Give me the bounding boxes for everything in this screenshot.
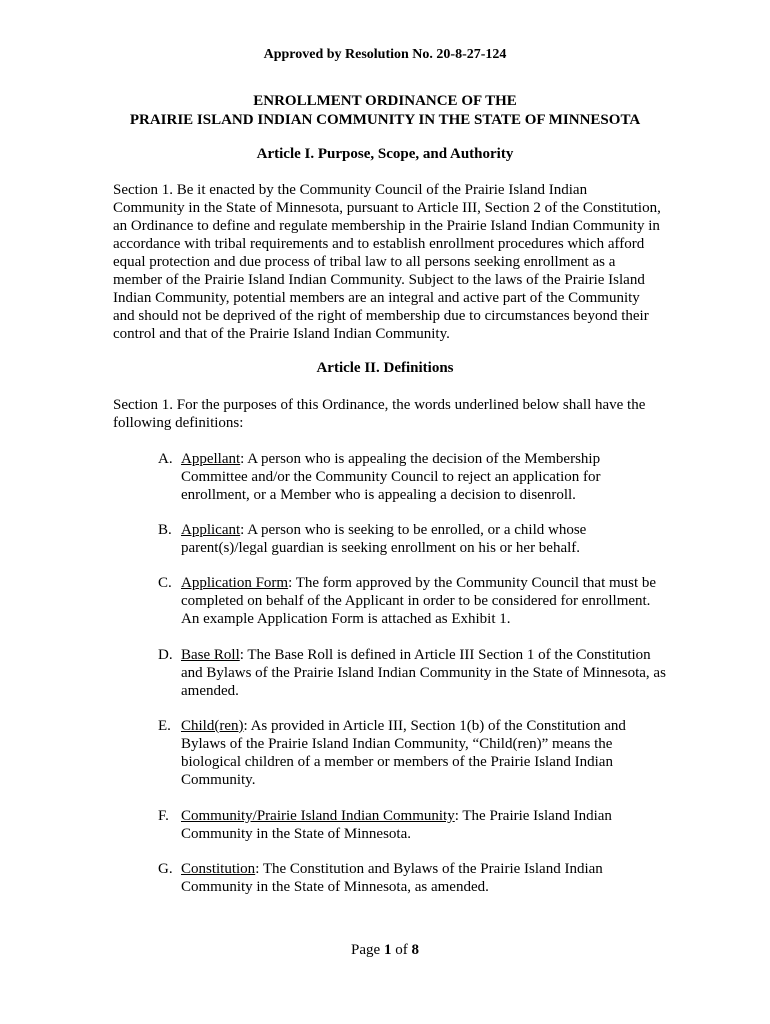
page-current: 1 — [383, 942, 392, 958]
definition-term: Base Roll — [181, 647, 240, 663]
definition-text: : A person who is seeking to be enrolled, or a child whose parent(s)/legal guardian is seeking enrollment on his or her behalf. — [181, 522, 587, 556]
article-2-heading: Article II. Definitions — [316, 360, 454, 376]
definition-constitution — [158, 860, 668, 896]
definition-letter: E. — [158, 718, 171, 734]
definition-base-roll — [158, 646, 668, 700]
definition-letter: C. — [158, 575, 172, 591]
page-number — [0, 942, 770, 959]
definition-application-form — [158, 574, 668, 628]
definition-letter: B. — [158, 522, 172, 538]
definition-term: Child(ren) — [181, 718, 244, 734]
definition-text: : The form approved by the Community Council that must be completed on behalf of the Applicant in order to be considered for enrollment. An example Application Form is attached as Exhibit 1. — [181, 575, 657, 627]
definition-appellant — [158, 450, 668, 504]
article-2-section-1: Section 1. For the purposes of this Ordinance, the words underlined below shall have the following definitions: — [113, 397, 646, 431]
page-of: of — [395, 942, 408, 958]
approval-header: Approved by Resolution No. 20-8-27-124 — [263, 47, 507, 62]
definition-text: : The Constitution and Bylaws of the Prairie Island Indian Community in the State of Minnesota, as amended. — [181, 861, 603, 895]
definition-children — [158, 717, 668, 789]
page-label: Page — [351, 942, 381, 958]
definition-term: Appellant — [181, 451, 241, 467]
definition-term: Constitution — [181, 861, 256, 877]
definition-term: Applicant — [181, 522, 241, 538]
page-total: 8 — [411, 942, 419, 958]
title-line-1: ENROLLMENT ORDINANCE OF THE — [253, 93, 517, 109]
document-title — [0, 92, 770, 130]
definition-letter: F. — [158, 808, 169, 824]
article-1-heading: Article I. Purpose, Scope, and Authority — [256, 146, 514, 162]
article-1-section-1: Section 1. Be it enacted by the Community Council of the Prairie Island Indian Community in the State of Minnesota, pursuant to Article III, Section 2 of the Constitution, an Ordinance to define and regulate membership in the Prairie Island Indian Community in accordance with tribal requirements and to establish enrollment procedures which afford equal protection and due process of tribal law to all persons seeking enrollment as a member of the Prairie Island Indian Community. Subject to the laws of the Prairie Island Indian Community, potential members are an integral and active part of the Community and should not be deprived of the right of membership due to circumstances beyond their control and that of the Prairie Island Indian Community. — [113, 182, 661, 342]
definition-letter: A. — [158, 451, 173, 467]
definition-text: : The Base Roll is defined in Article III Section 1 of the Constitution and Bylaws of the Prairie Island Indian Community in the State of Minnesota, as amended. — [181, 647, 666, 699]
definition-text: : A person who is appealing the decision of the Membership Committee and/or the Community Council to reject an application for enrollment, or a Member who is appealing a decision to disenroll. — [181, 451, 601, 503]
definition-letter: G. — [158, 861, 173, 877]
definition-community — [158, 807, 668, 843]
definition-term: Application Form — [181, 575, 289, 591]
definition-letter: D. — [158, 647, 173, 663]
definition-applicant — [158, 521, 668, 557]
title-line-2: PRAIRIE ISLAND INDIAN COMMUNITY IN THE STATE OF MINNESOTA — [129, 112, 641, 128]
definition-text: : The Prairie Island Indian Community in the State of Minnesota. — [181, 808, 612, 842]
definition-term: Community/Prairie Island Indian Community — [181, 808, 455, 824]
definition-text: : As provided in Article III, Section 1(b) of the Constitution and Bylaws of the Prairie Island Indian Community, “Child(ren)” means the biological children of a member or members of the Prairie Island Indian Community. — [181, 718, 626, 788]
